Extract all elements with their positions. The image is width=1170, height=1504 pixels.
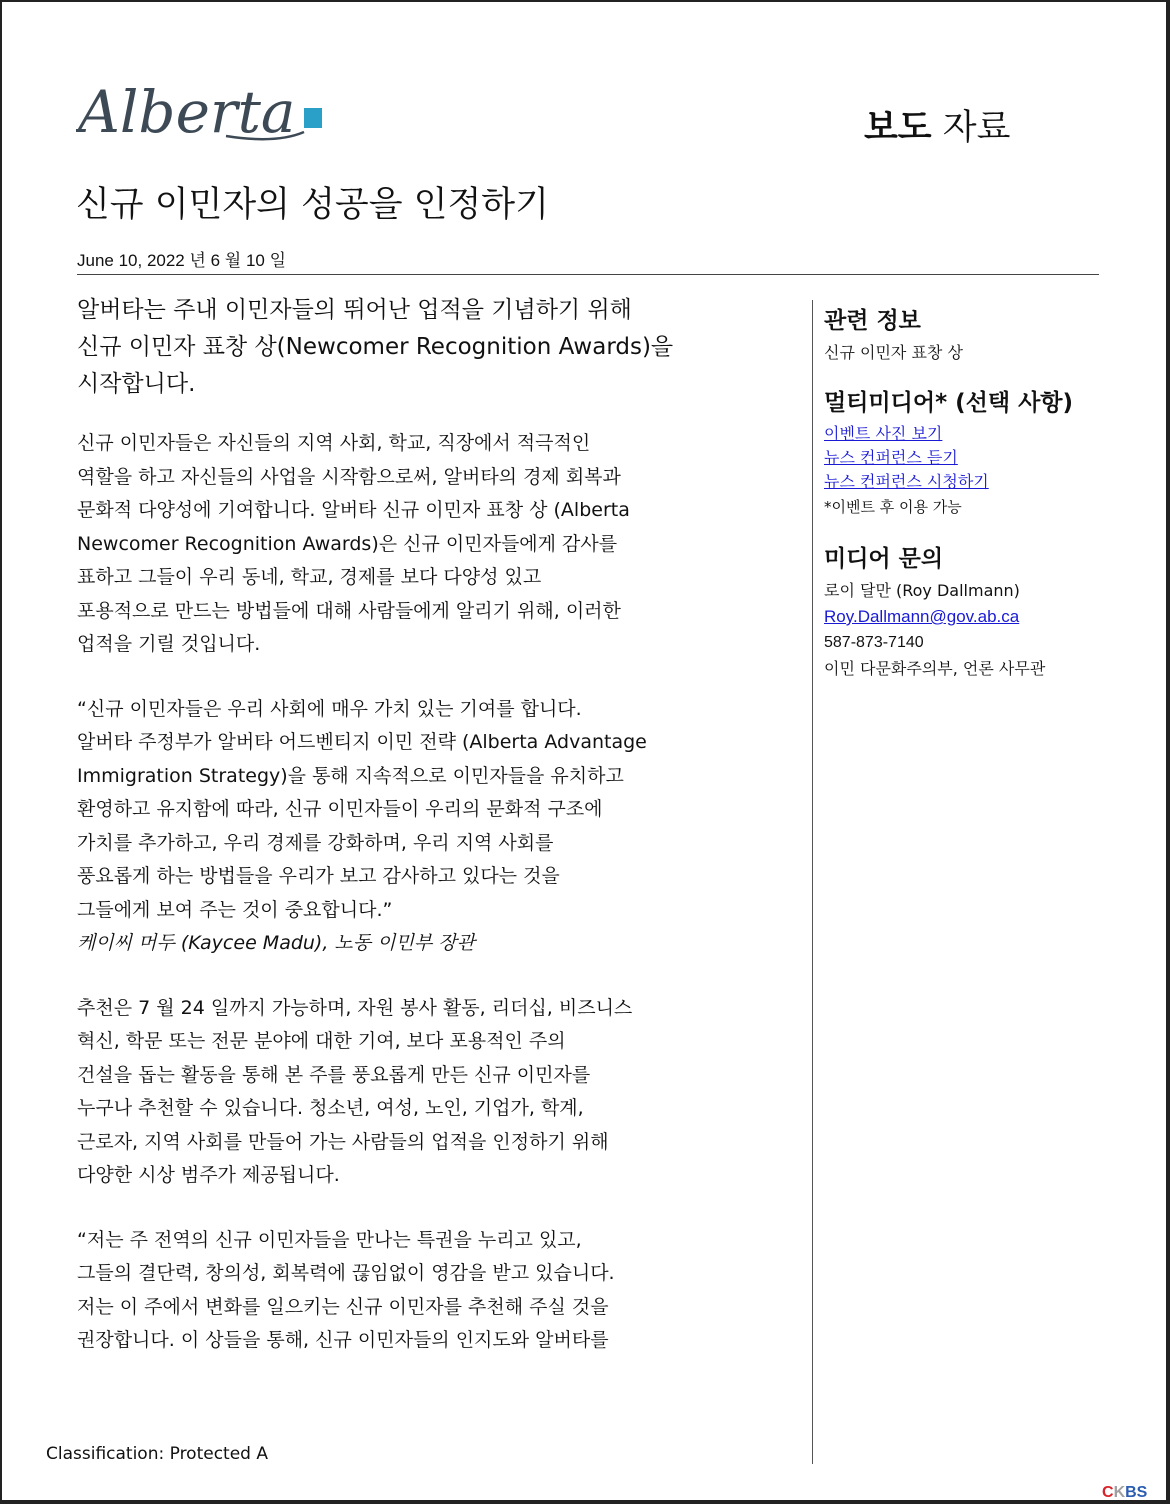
watermark-bs: BS xyxy=(1125,1484,1148,1501)
quote-paragraph-1 xyxy=(77,693,747,961)
body-line: 추천은 7 월 24 일까지 가능하며, 자원 봉사 활동, 리더십, 비즈니스 xyxy=(77,996,633,1019)
body-line: 신규 이민자들은 자신들의 지역 사회, 학교, 직장에서 적극적인 xyxy=(77,432,591,454)
quote-paragraph-2 xyxy=(77,1224,747,1358)
related-info-item: 신규 이민자 표창 상 xyxy=(824,343,963,362)
body-paragraph-2 xyxy=(77,992,747,1193)
multimedia-heading: 멀티미디어* (선택 사항) xyxy=(824,390,1074,416)
alberta-logo xyxy=(76,70,326,148)
classification-label: Classification: Protected A xyxy=(46,1444,269,1464)
lead-line: 시작합니다. xyxy=(77,371,196,397)
document-type-label xyxy=(864,100,1010,150)
body-line: 혁신, 학문 또는 전문 분야에 대한 기여, 보다 포용적인 주의 xyxy=(77,1030,566,1052)
media-inquiries-heading: 미디어 문의 xyxy=(824,546,944,572)
body-line: 포용적으로 만드는 방법들에 대해 사람들에게 알리기 위해, 이러한 xyxy=(77,599,621,622)
quote-line: 가치를 추가하고, 우리 경제를 강화하며, 우리 지역 사회를 xyxy=(77,831,554,854)
listen-news-conference-link[interactable]: 뉴스 컨퍼런스 듣기 xyxy=(824,448,958,467)
availability-note: *이벤트 후 이용 가능 xyxy=(824,498,962,516)
body-line: 누구나 추천할 수 있습니다. 청소년, 여성, 노인, 기업가, 학계, xyxy=(77,1097,584,1119)
quote-attribution: 케이씨 머두 (Kaycee Madu), 노동 이민부 장관 xyxy=(77,932,475,954)
sidebar xyxy=(824,302,1124,682)
header-divider xyxy=(77,274,1099,275)
logo-wordmark: Alberta xyxy=(78,78,296,146)
body-line: 업적을 기릴 것입니다. xyxy=(77,633,261,655)
quote-line: 저는 이 주에서 변화를 일으키는 신규 이민자를 추천해 주실 것을 xyxy=(77,1295,609,1318)
body-line: Newcomer Recognition Awards)은 신규 이민자들에게 감사를 xyxy=(77,532,618,555)
body-paragraph-1 xyxy=(77,427,747,662)
body-line: 역할을 하고 자신들의 사업을 시작함으로써, 알버타의 경제 회복과 xyxy=(77,465,621,488)
quote-line: 환영하고 유지함에 따라, 신규 이민자들이 우리의 문화적 구조에 xyxy=(77,798,603,820)
body-line: 다양한 시상 범주가 제공됩니다. xyxy=(77,1164,340,1186)
watch-news-conference-link[interactable]: 뉴스 컨퍼런스 시청하기 xyxy=(824,472,989,491)
logo-square xyxy=(304,108,322,128)
column-divider xyxy=(812,300,813,1464)
quote-line: 권장합니다. 이 상들을 통해, 신규 이민자들의 인지도와 알버타를 xyxy=(77,1329,609,1351)
body-line: 표하고 그들이 우리 동네, 학교, 경제를 보다 다양성 있고 xyxy=(77,566,542,588)
release-date: June 10, 2022 년 6 월 10 일 xyxy=(77,251,287,270)
watermark-c: C xyxy=(1102,1484,1114,1501)
body-line: 문화적 다양성에 기여합니다. 알버타 신규 이민자 표창 상 (Alberta xyxy=(77,499,630,521)
quote-line: 그들의 결단력, 창의성, 회복력에 끊임없이 영감을 받고 있습니다. xyxy=(77,1262,615,1284)
contact-title: 이민 다문화주의부, 언론 사무관 xyxy=(824,659,1046,678)
broadcaster-watermark xyxy=(1102,1484,1147,1502)
doc-type-rest: 자료 xyxy=(942,108,1011,148)
contact-email-link[interactable]: Roy.Dallmann@gov.ab.ca xyxy=(824,607,1020,626)
doc-type-bold: 보도 xyxy=(864,108,932,148)
view-event-photos-link[interactable]: 이벤트 사진 보기 xyxy=(824,424,943,443)
related-info-heading: 관련 정보 xyxy=(824,308,921,334)
main-column xyxy=(77,292,747,1389)
quote-line: “신규 이민자들은 우리 사회에 매우 가치 있는 기여를 합니다. xyxy=(77,697,582,720)
alberta-logo-graphic xyxy=(76,70,326,148)
lead-paragraph xyxy=(77,292,747,403)
contact-phone: 587-873-7140 xyxy=(824,634,924,651)
page-title: 신규 이민자의 성공을 인정하기 xyxy=(76,185,549,225)
quote-line: 풍요롭게 하는 방법들을 우리가 보고 감사하고 있다는 것을 xyxy=(77,865,560,887)
contact-name: 로이 달만 (Roy Dallmann) xyxy=(824,581,1020,600)
watermark-k: K xyxy=(1113,1484,1126,1501)
body-line: 건설을 돕는 활동을 통해 본 주를 풍요롭게 만든 신규 이민자를 xyxy=(77,1063,591,1086)
lead-line: 알버타는 주내 이민자들의 뛰어난 업적을 기념하기 위해 xyxy=(77,297,632,323)
lead-line: 신규 이민자 표창 상(Newcomer Recognition Awards)을 xyxy=(77,334,674,360)
body-line: 근로자, 지역 사회를 만들어 가는 사람들의 업적을 인정하기 위해 xyxy=(77,1130,609,1153)
quote-line: 알버타 주정부가 알버타 어드벤티지 이민 전략 (Alberta Advantage xyxy=(77,731,647,753)
quote-line: “저는 주 전역의 신규 이민자들을 만나는 특권을 누리고 있고, xyxy=(77,1228,582,1251)
quote-line: 그들에게 보여 주는 것이 중요합니다.” xyxy=(77,898,393,921)
quote-line: Immigration Strategy)을 통해 지속적으로 이민자들을 유치하고 xyxy=(77,764,624,787)
